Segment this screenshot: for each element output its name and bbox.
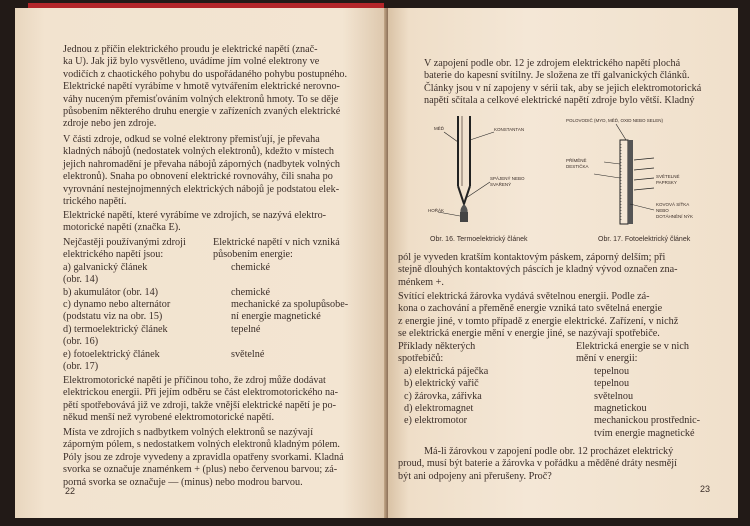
figure-label: MĚĎ [434,126,444,131]
right-paragraph-3 [398,291,678,341]
table-cell: světelnou [594,390,634,402]
left-paragraph-3 [63,210,326,235]
text-line: porná svorka se označuje — (minus) nebo modrou barvou. [63,476,303,488]
right-paragraph-1 [424,58,701,108]
table-cell: mechanické za spolupůsobe- [231,299,349,311]
table-cell: (obr. 17) [63,361,99,373]
table-cell: b) elektrický vařič [404,378,479,390]
table-cell: elektrického napětí jsou: [63,249,164,261]
table-cell: tepelné [231,323,261,335]
left-paragraph-4 [63,375,338,425]
text-line: Má-li žárovkou v zapojení podle obr. 12 procházet elektrický [424,446,674,457]
left-paragraph-5 [63,427,344,489]
table-cell: a) elektrická páječka [404,365,489,377]
figure-label: PAPRSKY [656,180,677,185]
table-cell: (obr. 16) [63,336,99,348]
text-line: pětí spotřebovává již ve zdroji, takže vnější elektrické napětí je po- [63,399,336,411]
table-cell: spotřebičů: [398,353,444,365]
text-line: ménkem +. [398,276,444,288]
table-cell: (obr. 14) [63,274,99,286]
figure-label: DOTÁHNĚNÍ NÝK [656,214,694,219]
table-cell: mechanickou prostřednic- [594,415,701,427]
text-line: být ani odpojeny ani přerušeny. Proč? [398,470,552,482]
figure-label: KONSTANTAN [494,127,525,132]
table-cell: c) dynamo nebo alternátor [63,299,171,311]
text-line: trického napětí. [63,196,127,208]
source-table-right [213,237,348,361]
text-line: V části zdroje, odkud se volné elektrony přemisťují, je převaha [63,134,320,145]
text-line: Místa ve zdrojích s nadbytkem volných elektronů se nazývají [63,427,314,438]
text-line: elektrickou energii. Při jejím odběru se část elektromotorického na- [63,387,339,399]
table-cell: d) termoelektrický článek [63,323,168,335]
text-line: svorka se označuje znaménkem + (plus) nebo červenou barvou; zá- [63,464,338,476]
page-number-right: 23 [700,484,711,494]
table-cell: ní energie magnetické [231,311,321,323]
table-cell: Elektrická energie se v nich [576,341,689,352]
text-line: baterie do kapesní svítilny. Je složena ze tří galvanických článků. [424,70,690,82]
table-cell: tepelnou [594,365,630,377]
text-line: proud, musí být baterie a žárovka v pořádku a měděné dráty nesmějí [398,458,677,470]
text-line: působením některého druhu energie v zařízeních zvaných elektrické [63,106,341,118]
table-cell: Příklady některých [398,341,476,352]
figure-16-thermocouple [428,112,568,243]
text-line: se elektrická energie mění v energie jiné, se nazývají spotřebiče. [398,328,660,340]
text-line: V zapojení podle obr. 12 je zdrojem elektrického napětí plochá [424,58,681,69]
table-cell: mění v energii: [576,353,638,365]
photocell-drawing-icon [564,114,724,226]
right-page [388,8,738,518]
text-line: kladných nábojů (nedostatek volných elektronů), kdežto v místech [63,146,335,158]
figure-label: PŘÍMĚNĚ [566,158,587,163]
table-cell [213,274,348,286]
text-line: někud menší než vyrobené elektromotorické napětí. [63,412,275,424]
text-line: pól je vyveden kratším kontaktovým páskem, záporný delším; při [398,252,666,263]
text-line: záporným pólem, s nedostatkem volných elektronů kladným pólem. [63,439,340,451]
figure-label: SVĚTELNÉ [656,174,680,179]
text-line: stejně dlouhých kontaktových páscích je kladný vývod označen zna- [398,264,678,276]
text-line: Elektrické napětí vyrábíme v hmotě vytvářením elektrické nerovno- [63,81,340,93]
figure-16-caption: Obr. 16. Termoelektrický článek [430,236,528,243]
table-cell: tvím energie magnetické [594,427,695,439]
text-line: elektronů). Snaha po obnovení elektrické rovnováhy, čili snaha po [63,171,333,183]
table-cell: d) elektromagnet [404,403,474,415]
text-line: jejich nahromadění je převaha nábojů záporných (nadbytek volných [63,158,340,170]
text-line: Jednou z příčin elektrického proudu je elektrické napětí (znač- [63,44,318,55]
text-line: váhy nuceným přemisťováním volných elektronů hmoty. To se děje [63,93,339,105]
table-cell: e) elektromotor [404,415,468,427]
right-paragraph-2 [398,252,678,289]
left-paragraph-2 [63,134,340,208]
table-cell: a) galvanický článek [63,261,148,273]
text-line: napětí sčítala a celkové elektrické napětí zdroje bylo větší. Kladný [424,95,695,107]
right-paragraph-4 [398,446,677,483]
table-cell: tepelnou [594,378,630,390]
text-line: ka U). Jak již bylo vysvětleno, uvádíme jím volné elektrony ve [63,56,320,68]
table-cell: působením energie: [213,249,293,261]
table-cell: chemické [231,286,271,298]
table-cell [213,336,348,348]
source-table-left [63,237,186,373]
table-cell: Nejčastěji používanými zdroji [63,237,186,248]
text-line: Elektrické napětí, které vyrábíme ve zdrojích, se nazývá elektro- [63,210,327,221]
text-line: Póly jsou ze zdroje vyvedeny a zpravidla opatřeny svorkami. Kladná [63,451,344,463]
table-cell: b) akumulátor (obr. 14) [63,286,159,298]
table-cell: magnetickou [594,403,647,415]
table-cell: Elektrické napětí v nich vzniká [213,237,340,248]
table-cell: (podstatu viz na obr. 15) [63,311,163,323]
table-cell: chemické [231,261,271,273]
consumer-table-left [398,341,488,428]
text-line: Články jsou v ní zapojeny v sérii tak, aby se jejich elektromotorická [424,82,702,94]
text-line: kona o zachování a přeměně energie vzniká tato světelná energie [398,303,663,315]
text-line: vyrovnání nestejnojmenných elektrických nábojů je podstatou elek- [63,183,340,195]
left-page [15,8,387,518]
consumer-table-right [576,341,700,440]
figure-17-photocell [564,114,724,243]
text-line: motorické napětí (značka E). [63,222,181,234]
figure-label: NEBO [656,208,669,213]
page-number-left: 22 [65,486,76,496]
figure-label: SPÁJENÝ NEBO [490,176,525,181]
table-cell: c) žárovka, zářivka [404,390,482,402]
text-line: vodičích z chaotického pohybu do uspořádaného pohybu postupného. [63,68,348,80]
text-line: z energie jiné, v tomto případě z energie elektrické. Zařízení, v nichž [398,315,679,327]
figure-label: POLOVODIČ (MYD, MĚĎ, OXID NEBO SELEN) [566,118,664,123]
figure-label: SVAŘENÝ [490,182,512,187]
text-line: Svítící elektrická žárovka vydává světelnou energii. Podle zá- [398,291,650,302]
text-line: Elektromotorické napětí je příčinou toho, že zdroj může dodávat [63,375,326,386]
left-paragraph-1 [63,44,347,131]
figure-17-caption: Obr. 17. Fotoelektrický článek [598,236,691,243]
figure-label: KOVOVÁ SÍŤKA [656,202,690,207]
text-line: zdroje nebo jen zdroje. [63,118,157,130]
figure-label: DESTIČKA [566,164,589,169]
table-cell: světelné [231,348,265,360]
table-cell: e) fotoelektrický článek [63,348,160,360]
figure-label: HOŘÁK [428,208,445,213]
